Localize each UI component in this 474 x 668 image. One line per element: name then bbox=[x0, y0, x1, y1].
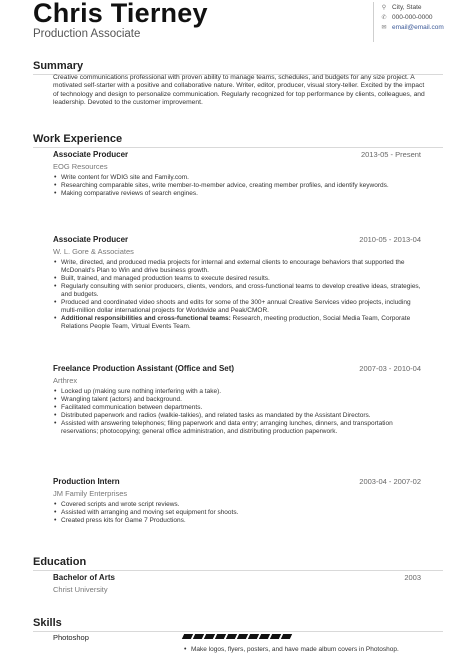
experience-heading: Work Experience bbox=[33, 133, 123, 145]
list-item: • Regularly consulting with senior producers, clients, vendors, and cross-functional teams to develop creative ideas, strategies, and budgets. bbox=[53, 283, 421, 299]
job-title: Associate Producer bbox=[53, 235, 129, 244]
education-heading: Education bbox=[33, 556, 87, 568]
experience-section bbox=[33, 133, 443, 148]
list-item: • Write content for WDIG site and Family.com. bbox=[53, 174, 421, 182]
list-item: • Locked up (making sure nothing interfering with a take). bbox=[53, 388, 421, 396]
location-pin-icon: ⚲ bbox=[381, 4, 387, 11]
skills-heading: Skills bbox=[33, 617, 62, 629]
list-item: • Distributed paperwork and radios (walkie-talkies), and related tasks as mandated by the Assistant Directors. bbox=[53, 412, 421, 420]
section-divider bbox=[33, 147, 443, 148]
contact-phone bbox=[380, 12, 444, 22]
list-item: • Write, directed, and produced media projects for internal and external clients to encourage behaviors that supported the McDonald's Plan to Win and drive business growth. bbox=[53, 259, 421, 275]
job-dates: 2003-04 - 2007-02 bbox=[359, 477, 421, 486]
list-item: • Assisted with answering telephones; filing paperwork and data entry; arranging lunches, dinners, and transportation reservations; photocopying; general office administration, and distributing production paperwork. bbox=[53, 420, 421, 436]
bullet-rest: Research, meeting production, Social Media Team, Corporate Relations People Team, Virtual Events Team. bbox=[61, 315, 411, 330]
skill-level-segment bbox=[237, 634, 248, 639]
summary-text: Creative communications professional with proven ability to manage teams, schedules, and budgets for any size project. A motivated self-starter with a positive and collaborative nature. Writer, editor, producer, visual story-teller. Excited by the impact of technology and design to personalize communication. Regularly recognized for top performance by clients, colleagues, and leadership. Devoted to the customer improvement. bbox=[53, 74, 425, 106]
skill-bullets bbox=[183, 646, 418, 654]
job-bullets bbox=[53, 501, 421, 525]
list-item: • Assisted with arranging and moving set equipment for shoots. bbox=[53, 509, 421, 517]
candidate-title: Production Associate bbox=[33, 28, 141, 40]
skill-level-segment bbox=[215, 634, 226, 639]
job-company: EOG Resources bbox=[53, 162, 108, 171]
list-item bbox=[53, 315, 421, 331]
list-item: • Make logos, flyers, posters, and have made album covers in Photoshop. bbox=[183, 646, 418, 654]
location-text: City, State bbox=[392, 3, 422, 11]
skills-section bbox=[33, 617, 443, 632]
skill-name: Photoshop bbox=[53, 633, 89, 642]
job-bullets bbox=[53, 259, 421, 331]
school-name: Christ University bbox=[53, 585, 108, 594]
contact-location bbox=[380, 2, 444, 12]
job-bullets bbox=[53, 388, 421, 436]
summary-section bbox=[33, 60, 443, 75]
job-dates: 2007-03 - 2010-04 bbox=[359, 364, 421, 373]
list-item: • Researching comparable sites, write member-to-member advice, creating member profiles, and identify keywords. bbox=[53, 182, 421, 190]
list-item: • Created press kits for Game 7 Productions. bbox=[53, 517, 421, 525]
degree-title: Bachelor of Arts bbox=[53, 573, 115, 582]
skill-entry bbox=[53, 633, 428, 653]
skill-level-bar bbox=[183, 634, 291, 639]
section-divider bbox=[33, 631, 443, 632]
contact-block bbox=[373, 2, 444, 42]
skill-level-segment bbox=[204, 634, 215, 639]
list-item: • Wrangling talent (actors) and background. bbox=[53, 396, 421, 404]
email-link[interactable]: email@email.com bbox=[392, 23, 444, 31]
phone-text: 000-000-0000 bbox=[392, 13, 433, 21]
skill-level-segment bbox=[226, 634, 237, 639]
job-company: W. L. Gore & Associates bbox=[53, 247, 134, 256]
skill-level-segment bbox=[281, 634, 292, 639]
education-year: 2003 bbox=[404, 573, 421, 582]
job-bullets bbox=[53, 174, 421, 198]
phone-icon: ✆ bbox=[381, 14, 387, 21]
contact-email bbox=[380, 22, 444, 32]
list-item: • Produced and coordinated video shoots and edits for some of the 300+ annual Creative Services video projects, including multi-million dollar international projects for Worldwide and Peak/CMOR. bbox=[53, 299, 421, 315]
bullet-strong-prefix: Additional responsibilities and cross-functional teams: bbox=[61, 315, 231, 322]
education-entry bbox=[53, 573, 421, 594]
candidate-name: Chris Tierney bbox=[33, 0, 208, 28]
job-entry bbox=[53, 235, 421, 331]
section-divider bbox=[33, 570, 443, 571]
job-entry bbox=[53, 150, 421, 198]
skill-level-segment bbox=[182, 634, 193, 639]
list-item: • Covered scripts and wrote script reviews. bbox=[53, 501, 421, 509]
skill-level-segment bbox=[248, 634, 259, 639]
job-entry bbox=[53, 477, 421, 525]
job-title: Freelance Production Assistant (Office and Set) bbox=[53, 364, 235, 373]
skill-level-segment bbox=[270, 634, 281, 639]
job-dates: 2013-05 - Present bbox=[360, 150, 421, 159]
education-section bbox=[33, 556, 443, 571]
skill-level-segment bbox=[193, 634, 204, 639]
job-title: Associate Producer bbox=[53, 150, 129, 159]
envelope-icon: ✉ bbox=[381, 24, 387, 31]
job-entry bbox=[53, 364, 421, 436]
job-company: JM Family Enterprises bbox=[53, 489, 128, 498]
job-company: Arthrex bbox=[53, 376, 78, 385]
skill-level-segment bbox=[259, 634, 270, 639]
list-item: • Making comparative reviews of search engines. bbox=[53, 190, 421, 198]
job-dates: 2010-05 - 2013-04 bbox=[359, 235, 421, 244]
list-item: • Built, trained, and managed production teams to execute desired results. bbox=[53, 275, 421, 283]
list-item: • Facilitated communication between departments. bbox=[53, 404, 421, 412]
job-title: Production Intern bbox=[53, 477, 120, 486]
resume-header bbox=[33, 0, 443, 44]
summary-heading: Summary bbox=[33, 60, 84, 72]
